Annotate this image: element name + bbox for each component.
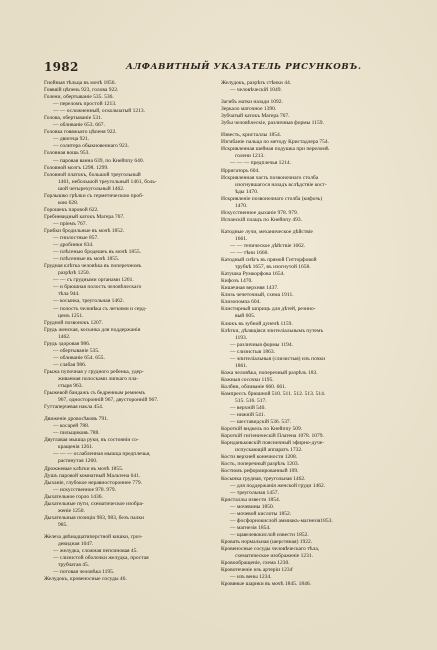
index-entry: Движеніе дровосѣковъ 791. xyxy=(44,416,109,423)
index-entry: 1461, небольшой треугольный 1461, боль- xyxy=(58,178,157,185)
index-entry: — фосфорнокислой аммиакъ-магнезія1853. xyxy=(230,517,333,524)
index-entry: Дыхательные пути, схематическое изобра- xyxy=(44,500,144,507)
index-entry: — полость человѣка съ легкими и серд- xyxy=(53,305,147,312)
index-entry: изогнувшагося назадъ вслѣдствіе кост- xyxy=(235,181,327,188)
index-entry: — слабая 986. xyxy=(53,361,87,368)
index-entry: — и брюшная полость человѣческаго xyxy=(53,284,142,291)
index-entry: — для поддержанія женской груди 1462. xyxy=(230,482,326,489)
index-entry: Дыхательное горло 1436. xyxy=(44,493,103,500)
index-entry: Душъ паровой комнатный Мальтена 641. xyxy=(44,472,141,479)
page-number: 1982 xyxy=(44,60,79,74)
index-entry: 985. xyxy=(58,521,68,528)
index-entry: — пріемъ 767. xyxy=(53,220,87,227)
index-entry: Железа двѣнадцатиперстной кишки, гроз- xyxy=(44,533,143,540)
index-entry: Короткій вндкель по Кнейппу 509. xyxy=(221,426,303,433)
index-entry: Изгибаніе пальца по методу Кристадлера 754. xyxy=(221,139,330,146)
index-entry: — плѣсенью бродешеъ въ мочѣ 1855. xyxy=(53,249,141,256)
index-entry: Искривленная часть позвоночнаго столба xyxy=(221,174,319,181)
index-entry: — переломъ простой 1213. xyxy=(53,101,117,108)
index-entry: разрѣзѣ 1250. xyxy=(58,270,91,277)
index-entry: Кости верхней конечности 1208. xyxy=(221,454,298,461)
index-entry: Грибки бродильные въ мочѣ 1852. xyxy=(44,227,125,234)
index-entry: Головной платокъ, большой треугольный xyxy=(44,171,141,178)
index-entry: Грудная клѣтка человѣка въ поперечномъ xyxy=(44,263,142,270)
index-entry: — желудка, сложная пепсиновая 45. xyxy=(53,548,138,555)
index-entry: Дыханіе, глубокое неравностороннее 779. xyxy=(44,479,142,486)
index-entry: — потовая человѣка 1195. xyxy=(53,569,115,576)
left-index-column xyxy=(44,80,208,620)
index-entry: — гнилостные 857. xyxy=(53,235,99,242)
index-entry: Кровотеченіе изъ артеріи 1234' xyxy=(221,567,294,574)
index-entry: — щавелевокислой извести 1852. xyxy=(230,531,309,538)
index-entry: Гребневидный катокъ Магера 767. xyxy=(44,213,125,220)
index-entry: Грудь здоровая 986. xyxy=(44,340,91,347)
index-entry: Косынка грудная, треугольная 1462. xyxy=(221,475,306,482)
index-entry: Горошекъ паровой 622. xyxy=(44,206,99,213)
index-entry: Клюкъ въ зубной дунечѣ 1159. xyxy=(221,320,293,327)
index-entry: — обливаніе 653. 667. xyxy=(53,122,105,129)
index-entry: Зубы человѣческіе, различныя формы 1159. xyxy=(221,120,324,127)
index-entry: — косынка, треугольная 1462. xyxy=(53,298,125,305)
index-entry: Кровяные шарики въ мочѣ 1845. 1846. xyxy=(221,581,312,588)
index-entry: Кровеносные сосуды человѣческаго тѣла, xyxy=(221,546,320,552)
index-entry: схематическое изображеніе 1231. xyxy=(235,553,313,560)
index-entry: Корнданьковскій поясничный эфирно-дуче- xyxy=(221,440,325,447)
index-entry: Кость, поперечный разрѣзъ 1203. xyxy=(221,461,300,468)
index-entry: Желудокъ, разрѣзъ стѣнки 44. xyxy=(221,80,292,86)
index-entry: кращенія 1261. xyxy=(58,444,94,451)
page-header xyxy=(44,60,394,74)
index-entry: Искривленіе позвоночнаго столба (кифозъ) xyxy=(221,195,323,202)
index-entry: Голени, обертываніе 535. 536. xyxy=(44,94,114,101)
index-entry: Компрессъ брюшной 510. 511. 512. 513. 514. xyxy=(221,390,326,397)
index-entry: женіе 1250. xyxy=(58,507,85,514)
index-entry: Клистирный шприцъ для дѣтей, резино- xyxy=(221,306,316,313)
index-entry: Горлышко грѣлки съ герметическою проб- xyxy=(44,192,144,199)
index-entry: Костюмъ реформированный 109. xyxy=(221,468,299,475)
index-entry: Голова, обертываніе 531. xyxy=(44,115,103,122)
index-entry: Кожныя сосочки 1195. xyxy=(221,376,274,383)
index-entry: — мочевой кислоты 1852. xyxy=(230,510,292,517)
index-entry: Зеркало маточное 1390. xyxy=(221,106,277,113)
index-entry: — магнезія 1854. xyxy=(230,524,271,531)
index-entry: 1661. xyxy=(235,235,248,242)
index-entry: — — — предплечья 1214. xyxy=(230,160,292,167)
index-entry: стыря 963. xyxy=(58,383,83,390)
index-entry: Колбни, обливаніе 660. 661. xyxy=(221,383,287,390)
index-entry: Зубчатый катокъ Магера 767. xyxy=(221,113,290,120)
index-entry: Искривленная шейная подушка при переломѣ xyxy=(221,146,329,153)
index-entry: Клѣтки, дѣлящіяся эпителіальнымъ путемъ xyxy=(221,327,324,334)
index-entry: — — съ грудными органами 1261. xyxy=(53,277,134,284)
index-entry: — человѣческій 1049. xyxy=(230,87,282,94)
index-entry: — различныя формы 1194. xyxy=(230,341,293,348)
index-entry: цемъ 1251. xyxy=(58,312,84,319)
index-entry: ѣды 1470. xyxy=(235,188,259,195)
index-entry: — косарей 788. xyxy=(53,423,90,430)
index-entry: — — тепическое дѣйствіе 1662. xyxy=(230,242,306,249)
index-entry: Катодный снѣгъ въ прямой Гитторфовой xyxy=(221,257,317,264)
index-entry: — искусственное 978. 979. xyxy=(53,486,117,493)
index-entry: — дробинки 834. xyxy=(53,242,94,249)
index-entry: — мочевины 1850. xyxy=(230,503,275,510)
index-entry: — — тѣни 1660. xyxy=(230,250,269,257)
index-entry: — солитера обыкновеннаго 923. xyxy=(53,143,129,150)
index-entry: — эпителіальныя (слизистыя) изъ почки xyxy=(230,355,326,362)
index-entry: Двуглавая мышца руки, въ состояніи со- xyxy=(44,437,139,444)
index-entry: Катушка Румкорфова 1654. xyxy=(221,271,285,278)
index-entry: Кишечная верхняя 1437. xyxy=(221,285,279,292)
index-entry: Кожа человѣка, поперечный разрѣзъ 183. xyxy=(221,369,318,376)
index-entry: Грудь женская, косынка для поддержанія xyxy=(44,326,141,333)
index-entry: — изъ вены 1234. xyxy=(230,574,272,581)
index-entry: Гнойныя тѣльца въ мочѣ 1856. xyxy=(44,80,116,86)
index-entry: Кровообращеніе, схема 1230. xyxy=(221,560,290,567)
index-entry: Загибъ матки назади 1092. xyxy=(221,99,283,106)
index-entry: Ирригаторъ 604. xyxy=(221,167,260,174)
index-entry: Головной мозгъ 1298. 1299. xyxy=(44,164,109,171)
index-entry: — — осложненный, оскольчатый 1213. xyxy=(53,108,145,115)
index-entry: — слизистой оболочки желудка, простая xyxy=(53,555,149,562)
index-entry: шой четырехугольный 1462. xyxy=(58,185,125,192)
index-entry: — паровая ванна 639, по Кнейппу 640. xyxy=(53,157,144,164)
index-entry: — обливаніе 654. 655. xyxy=(53,354,105,361)
index-entry: живаемая полосками липкаго пла- xyxy=(58,375,139,382)
index-entry: Дрожжевые клѣтки въ мочѣ 1855. xyxy=(44,465,124,472)
index-entry: — слизистыя 1863. xyxy=(230,348,275,355)
index-entry: 1462. xyxy=(58,333,71,340)
index-entry: Клизопомпа 604. xyxy=(221,299,261,306)
index-entry: Известь, кристаллы 1854. xyxy=(221,132,282,139)
index-entry: — пильщиковъ 788. xyxy=(53,430,100,437)
index-entry: Грыжа пупочная у грудного ребенка, удер- xyxy=(44,368,144,375)
index-entry: Гуттаперчевая накла 454. xyxy=(44,404,104,411)
index-entry: Грыжевой бандажъ съ бедренным ремнемъ xyxy=(44,390,146,397)
index-entry: — нижній 541. xyxy=(230,412,265,419)
index-entry: Испанскій плащъ по Кнейппу 493. xyxy=(221,216,302,223)
index-entry: испускающій аппаратъ 1732. xyxy=(235,447,303,454)
index-entry: Дыхательныя позиціи 983, 983, безъ палки xyxy=(44,514,144,521)
index-entry: Желудокъ, кровеносные сосуды 46. xyxy=(44,576,127,583)
index-entry: Клизь чечеточный, схема 1911. xyxy=(221,292,294,299)
index-entry: тѣла 944. xyxy=(58,291,80,298)
index-entry: Кровать нормальная (шерстяная) 1922. xyxy=(221,538,313,545)
index-entry: 967, односторонній 967, двусторонній 967. xyxy=(58,397,159,404)
index-entry: — верхній 540. xyxy=(230,405,266,412)
right-index-column xyxy=(221,80,385,620)
index-entry: — двигеца 921. xyxy=(53,136,90,143)
index-entry: Грудной позвонокъ 1207. xyxy=(44,319,103,326)
index-entry: 1861. xyxy=(235,362,248,369)
index-entry: трубкѣ 1657, въ изогнутой 1658. xyxy=(235,264,311,271)
index-entry: — обертываніе 535. xyxy=(53,347,100,354)
index-entry: Головка говяжьяго цѣпеня 922. xyxy=(44,129,117,136)
running-title: АЛФАВИТНЫЙ УКАЗАТЕЛЬ РИСУНКОВЪ. xyxy=(126,62,362,72)
index-entry: Головная вошь 953. xyxy=(44,150,90,157)
index-entry: голени 1213. xyxy=(235,153,265,160)
index-entry: вый 605. xyxy=(235,313,256,320)
index-entry: растянутая 1260. xyxy=(58,458,98,465)
index-entry: 1470. xyxy=(235,202,248,209)
index-entry: — — — ослабленная мышца предплечья, xyxy=(53,451,151,458)
index-entry: Искусственное дыханіе 978. 979. xyxy=(221,209,299,216)
index-entry: 515. 516. 517. xyxy=(235,398,267,405)
index-entry: девидная 1047. xyxy=(58,541,94,547)
index-entry: Кристаллы извести 1854. xyxy=(221,496,281,503)
index-entry: — шеставидскій 536. 537. xyxy=(230,419,291,426)
index-entry: — плѣсенные въ мочѣ 1855. xyxy=(53,256,120,263)
index-entry: Катодные лучи, механическое дѣйствіе xyxy=(221,228,313,235)
index-entry: Кифозъ 1470. xyxy=(221,278,253,285)
index-entry: трубчатая 45. xyxy=(58,562,90,569)
index-entry: кою 628. xyxy=(58,199,79,206)
index-entry: 1193. xyxy=(235,334,248,341)
index-entry: — треугольная 1457. xyxy=(230,489,279,496)
index-entry: Короткій гигіеническій Платена 1078. 1079. xyxy=(221,433,324,440)
index-entry: Говвяій цѣпень 923, голова 922. xyxy=(44,87,119,94)
